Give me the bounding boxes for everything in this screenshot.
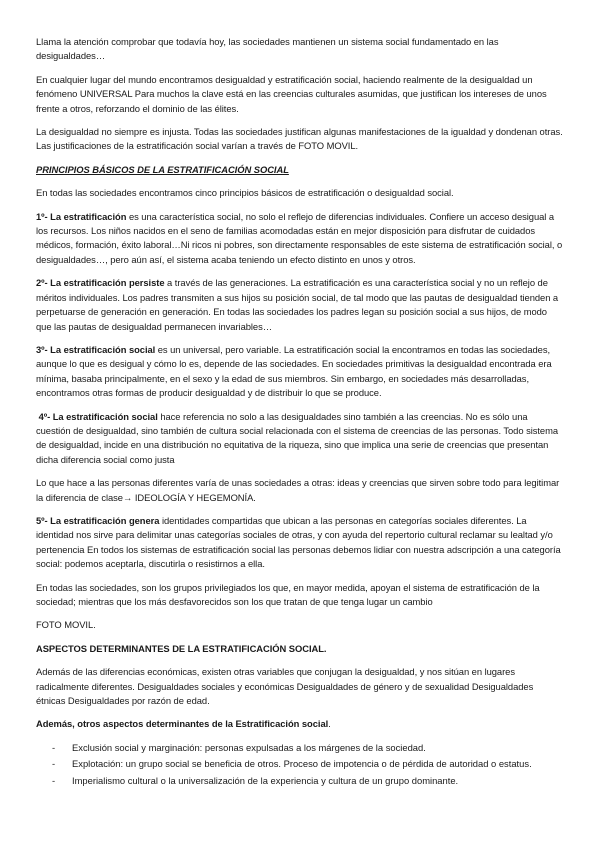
- list-item: - Explotación: un grupo social se beneficia de otros. Proceso de impotencia o de pérdida de autoridad o estatus.: [36, 757, 563, 771]
- principle-5: [36, 514, 563, 572]
- subheading-other-aspects-text: Además, otros aspectos determinantes de la Estratificación social: [36, 718, 329, 730]
- section-heading-aspects: ASPECTOS DETERMINANTES DE LA ESTRATIFICACIÓN SOCIAL.: [36, 642, 327, 654]
- principle-3-text: es un universal, pero variable. La estratificación social la encontramos en todas las sociedades, aunque lo que es desigual y cómo lo es, depende de las sociedades. En sociedades primitivas la desigualdad encontrada era mínima, basaba principalmente, en el sexo y la edad de sus miembros. Sin embargo, en sociedades más desarrolladas, encontramos otras formas de producir desigualdad y de distribuir lo que se produce.: [36, 343, 552, 399]
- paragraph-variables: Además de las diferencias económicas, existen otras variables que conjugan la desigualdad, y nos sitúan en lugares radicalmente diferentes. Desigualdades sociales y económicas Desigualdades de género y de sexualidad Desigualdades étnicas Desigualdades por razón de edad.: [36, 666, 534, 707]
- list-item: - Imperialismo cultural o la universalización de la experiencia y cultura de un grupo dominante.: [36, 774, 563, 788]
- paragraph-universal: En cualquier lugar del mundo encontramos desigualdad y estratificación social, haciendo realmente de la desigualdad un fenómeno UNIVERSAL Para muchos la clave está en las creencias culturales asumidas, que justifican los intereses de unos frente a otros, reforzando el dominio de las élites.: [36, 73, 547, 114]
- principle-2-number: 2º: [36, 277, 45, 289]
- subheading-other-aspects: [36, 717, 563, 731]
- principle-1-number: 1º: [36, 210, 45, 222]
- principle-4: [36, 410, 563, 468]
- principle-1-lead: - La estratificación: [44, 210, 127, 222]
- section-heading-principles: PRINCIPIOS BÁSICOS DE LA ESTRATIFICACIÓN SOCIAL: [36, 163, 289, 175]
- principle-2: [36, 276, 563, 334]
- principle-1-text: es una característica social, no solo el reflejo de diferencias individuales. Confiere un acceso desigual a los recursos. Los niños nacidos en el seno de familias acomodadas están en mejor disposición para disfrutar de cuidados médicos, formación, éxito laboral…Ni ricos ni pobres, son directamente responsables de este sistema de estratificación social, o desigualdades…, pero aún así, el sistema acaba teniendo un efecto distinto en unos y otros.: [36, 210, 563, 265]
- paragraph-ideology: Lo que hace a las personas diferentes varía de unas sociedades a otras: ideas y creencias que sirven sobre todo para legitimar la diferencia de clase→ IDEOLOGÍA Y HEGEMONÍA.: [36, 477, 560, 503]
- principle-4-number: 4º: [38, 410, 48, 422]
- list-item: - Exclusión social y marginación: personas expulsadas a los márgenes de la sociedad.: [36, 741, 563, 755]
- paragraph-privileged-groups: En todas las sociedades, son los grupos privilegiados los que, en mayor medida, apoyan el sistema de estratificación de la sociedad; mientras que los más desfavorecidos son los que tratan de que tenga lugar un cambio: [36, 581, 540, 607]
- paragraph-intro: Llama la atención comprobar que todavía hoy, las sociedades mantienen un sistema social fundamentado en las desigualdades…: [36, 36, 499, 62]
- paragraph-justice: La desigualdad no siempre es injusta. Todas las sociedades justifican algunas manifestaciones de la igualdad y dondenan otras. Las justificaciones de la estratificación social varían a través de FOTO MOVIL.: [36, 126, 563, 152]
- paragraph-five-principles: En todas las sociedades encontramos cinco principios básicos de estratificación o desigualdad social.: [36, 187, 454, 199]
- principle-1: [36, 210, 563, 268]
- principle-3-number: 3º: [36, 343, 45, 355]
- paragraph-foto-movil: FOTO MOVIL.: [36, 619, 96, 631]
- principle-5-text: identidades compartidas que ubican a las personas en categorías sociales diferentes. La identidad nos sirve para delimitar unas categorías sociales de otras, y con ayuda del repertorio cultural reclamar su lealtad y/o pertenencia En todos los sistemas de estratificación social las personas debemos lidiar con nuestra adscripción a una categoría social: podemos aceptarla, discutirla o resistirnos a ella.: [36, 514, 561, 570]
- principle-5-lead: - La estratificación genera: [44, 514, 160, 526]
- principle-3-lead: - La estratificación social: [44, 343, 156, 355]
- subheading-period: .: [328, 718, 331, 730]
- principle-2-text: a través de las generaciones. La estratificación es una característica social y no un reflejo de méritos individuales. Los padres transmiten a sus hijos su posición social, de tal modo que las pautas de desigualdad tienden a perpetuarse de generación en generación. En todas las sociedades los padres legan su posición social a sus hijos, de modo que las pautas de desigualdad permanecen invariables…: [36, 277, 559, 332]
- principle-4-text: hace referencia no solo a las desigualdades sino también a las creencias. No es sólo una cuestión de desigualdad, sino también de cultura social relacionada con el sistema de creencias de las personas. Todo sistema de desigualdad, incide en una distribución no equitativa de la riqueza, sino que implica una serie de creencias que presentan dicha diferencia social como justa: [36, 410, 559, 465]
- principle-5-number: 5º: [36, 514, 45, 526]
- aspects-list: [36, 741, 563, 788]
- principle-3: [36, 343, 563, 401]
- principle-2-lead: - La estratificación persiste: [44, 277, 165, 289]
- principle-4-lead: - La estratificación social: [47, 410, 158, 422]
